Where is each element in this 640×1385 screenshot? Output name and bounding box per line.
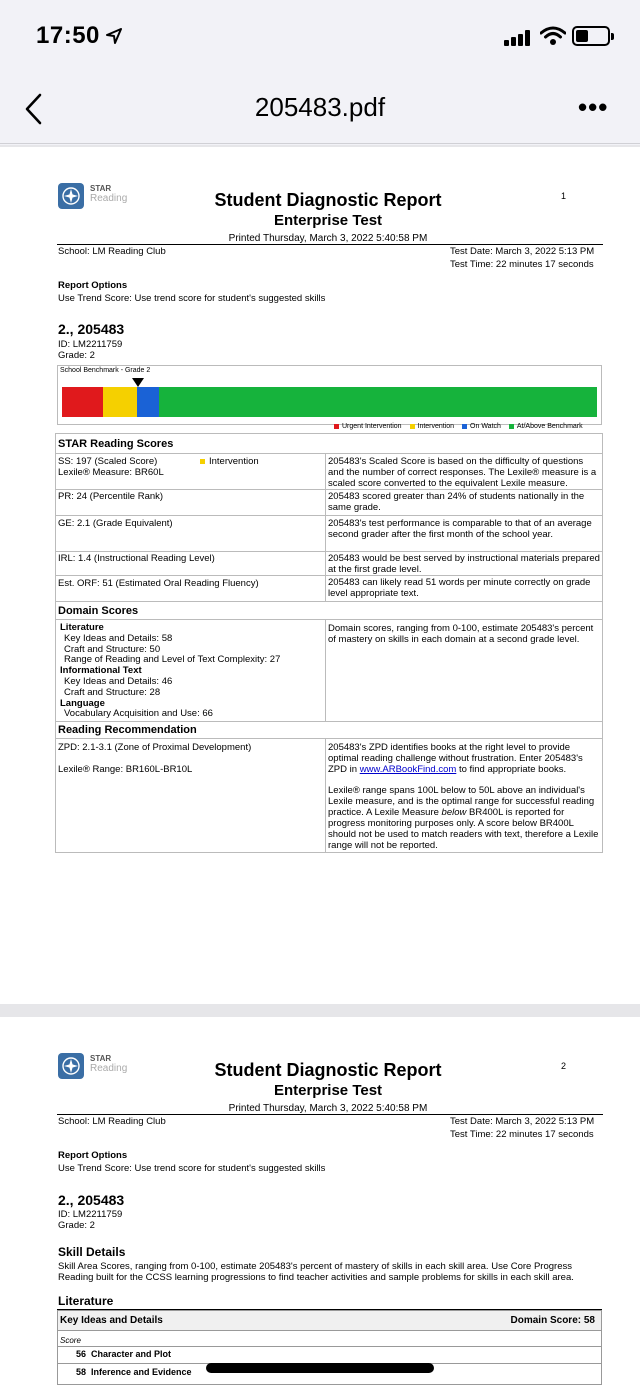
report-subtitle: Enterprise Test bbox=[273, 212, 383, 229]
table-row: 58 Inference and Evidence bbox=[76, 1367, 192, 1377]
info-key-ideas: Key Ideas and Details: 46 bbox=[64, 675, 173, 687]
zpd: ZPD: 2.1-3.1 (Zone of Proximal Development) bbox=[58, 742, 252, 753]
scores-title: STAR Reading Scores bbox=[58, 438, 174, 450]
grade-equivalent-desc: 205483's test performance is comparable to that of an average second grader after the first month of the school year. bbox=[328, 518, 592, 540]
student-name: 2., 205483 bbox=[58, 321, 125, 337]
zpd-desc: 205483's ZPD identifies books at the right level to provide optimal reading challenge without frustration. Enter 205483's ZPD in www.ARBookFind.com to find appropriate books. bbox=[328, 742, 583, 775]
logo-reading-text: Reading bbox=[90, 1063, 128, 1074]
page-number: 1 bbox=[561, 191, 567, 201]
language-heading: Language bbox=[60, 697, 105, 709]
report-options-text: Use Trend Score: Use trend score for student's suggested skills bbox=[58, 1163, 326, 1174]
wifi-icon bbox=[540, 26, 566, 46]
location-arrow-icon bbox=[106, 28, 122, 44]
report-options-title: Report Options bbox=[58, 1150, 128, 1161]
segment-on-watch bbox=[137, 387, 159, 417]
skill-details-title: Skill Details bbox=[58, 1245, 126, 1259]
lit-range: Range of Reading and Level of Text Complexity: 27 bbox=[64, 654, 281, 666]
score-label: Score bbox=[60, 1336, 81, 1345]
score-marker-icon bbox=[132, 378, 144, 387]
nav-bar bbox=[0, 78, 640, 144]
scaled-score-desc: 205483's Scaled Score is based on the difficulty of questions and the number of correct responses. The Lexile® measure is a scaled score converted to the equivalent Lexile measure. bbox=[328, 456, 597, 489]
legend-urgent: Urgent Intervention bbox=[342, 423, 402, 430]
scaled-score: SS: 197 (Scaled Score) bbox=[58, 456, 158, 467]
domain-score: Domain Score: 58 bbox=[510, 1315, 595, 1326]
lang-vocab: Vocabulary Acquisition and Use: 66 bbox=[64, 708, 213, 720]
logo-star-text: STAR bbox=[90, 1054, 112, 1063]
school-name: School: LM Reading Club bbox=[58, 246, 166, 257]
arbookfind-link[interactable]: www.ARBookFind.com bbox=[359, 764, 457, 775]
page-number: 2 bbox=[561, 1061, 567, 1071]
legend-benchmark: At/Above Benchmark bbox=[516, 423, 583, 430]
skill-table-header bbox=[58, 1311, 601, 1331]
lit-key-ideas: Key Ideas and Details: 58 bbox=[64, 632, 173, 644]
key-ideas-header: Key Ideas and Details bbox=[60, 1315, 163, 1326]
oral-reading-fluency: Est. ORF: 51 (Estimated Oral Reading Fluency) bbox=[58, 578, 259, 589]
test-date: Test Date: March 3, 2022 5:13 PM bbox=[450, 1116, 595, 1127]
benchmark-legend bbox=[328, 423, 583, 430]
segment-intervention bbox=[103, 387, 137, 417]
segment-benchmark bbox=[159, 387, 597, 417]
benchmark-chart bbox=[57, 365, 602, 425]
irl-desc: 205483 would be best served by instructional materials prepared at the first grade level. bbox=[328, 553, 600, 575]
student-name: 2., 205483 bbox=[58, 1192, 125, 1208]
lit-craft: Craft and Structure: 50 bbox=[64, 643, 161, 655]
domain-desc: Domain scores, ranging from 0-100, estimate 205483's percent of mastery on skills in each domain at a second grade level. bbox=[328, 623, 594, 645]
report-title: Student Diagnostic Report bbox=[214, 190, 442, 210]
segment-urgent bbox=[62, 387, 103, 417]
legend-on-watch: On Watch bbox=[470, 423, 501, 430]
lexile-measure: Lexile® Measure: BR60L bbox=[58, 467, 164, 478]
instructional-reading-level: IRL: 1.4 (Instructional Reading Level) bbox=[58, 553, 215, 564]
more-options-icon[interactable]: ••• bbox=[578, 92, 609, 122]
student-id: ID: LM2211759 bbox=[58, 1209, 123, 1220]
table-row: 56 Character and Plot bbox=[76, 1349, 172, 1359]
cellular-signal-icon bbox=[504, 30, 532, 46]
grade-equivalent: GE: 2.1 (Grade Equivalent) bbox=[58, 518, 173, 529]
literature-section-title: Literature bbox=[58, 1294, 114, 1308]
domain-scores-title: Domain Scores bbox=[58, 605, 139, 617]
document-title: 205483.pdf bbox=[254, 92, 386, 122]
student-grade: Grade: 2 bbox=[58, 350, 95, 361]
home-indicator[interactable] bbox=[206, 1363, 434, 1373]
lexile-range: Lexile® Range: BR160L-BR10L bbox=[58, 764, 193, 775]
informational-heading: Informational Text bbox=[60, 665, 142, 677]
domain-scores-list bbox=[60, 623, 280, 720]
report-title: Student Diagnostic Report bbox=[214, 1060, 442, 1080]
printed-date: Printed Thursday, March 3, 2022 5:40:58 PM bbox=[228, 233, 428, 244]
score-status: Intervention bbox=[200, 456, 259, 468]
skill-table bbox=[57, 1310, 602, 1385]
status-bar bbox=[0, 0, 640, 78]
printed-date: Printed Thursday, March 3, 2022 5:40:58 PM bbox=[228, 1103, 428, 1114]
percentile-rank: PR: 24 (Percentile Rank) bbox=[58, 491, 164, 502]
benchmark-label: School Benchmark - Grade 2 bbox=[60, 367, 151, 374]
literature-heading: Literature bbox=[60, 622, 104, 633]
report-subtitle: Enterprise Test bbox=[273, 1082, 383, 1099]
legend-intervention: Intervention bbox=[417, 423, 455, 430]
reading-rec-title: Reading Recommendation bbox=[58, 724, 197, 736]
percentile-desc: 205483 scored greater than 24% of students nationally in the same grade. bbox=[328, 491, 585, 513]
student-grade: Grade: 2 bbox=[58, 1220, 95, 1231]
test-date: Test Date: March 3, 2022 5:13 PM bbox=[450, 246, 595, 257]
report-options-title: Report Options bbox=[58, 280, 128, 291]
logo-star-text: STAR bbox=[90, 184, 112, 193]
orf-desc: 205483 can likely read 51 words per minute correctly on grade level appropriate text. bbox=[328, 577, 591, 599]
lexile-range-desc: Lexile® range spans 100L below to 50L above an individual's Lexile measure, and is the optimal range for successful reading practice. A Lexile Measure below BR400L is reported for progress monitoring purposes only. A score below BR400L should not be used to match readers with text, therefore a Lexile range will not be reported. bbox=[328, 785, 599, 851]
info-craft: Craft and Structure: 28 bbox=[64, 686, 161, 698]
logo-reading-text: Reading bbox=[90, 193, 128, 204]
status-time: 17:50 bbox=[36, 22, 100, 49]
battery-icon bbox=[572, 26, 610, 46]
student-id: ID: LM2211759 bbox=[58, 339, 123, 350]
report-options-text: Use Trend Score: Use trend score for student's suggested skills bbox=[58, 293, 326, 304]
test-time: Test Time: 22 minutes 17 seconds bbox=[450, 1129, 594, 1140]
school-name: School: LM Reading Club bbox=[58, 1116, 166, 1127]
pdf-page-1 bbox=[0, 147, 640, 1004]
skill-details-desc: Skill Area Scores, ranging from 0-100, estimate 205483's percent of mastery of skills in each skill area. Use Core Progress Reading built for the CCSS learning progressions to find teacher activities and sample problems for skills in each skill area. bbox=[58, 1261, 574, 1283]
test-time: Test Time: 22 minutes 17 seconds bbox=[450, 259, 594, 270]
